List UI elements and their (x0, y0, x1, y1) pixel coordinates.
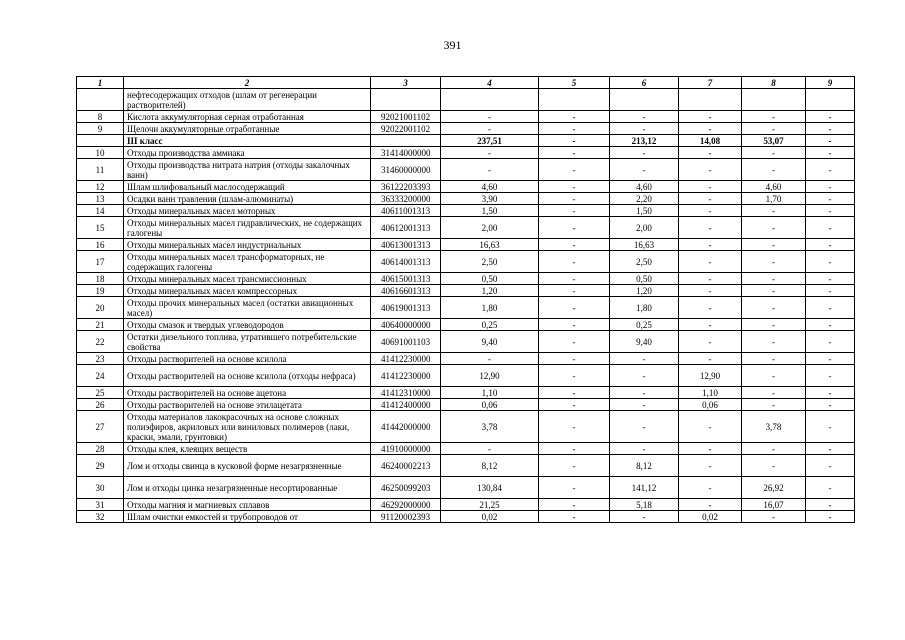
table-row (77, 411, 855, 443)
value-cell-col4: 16,63 (441, 239, 539, 251)
value-cell-col9: - (806, 331, 855, 353)
value-cell-col8: 1,70 (742, 193, 806, 205)
waste-name-cell: Отходы растворителей на основе ксилола (отходы нефраса) (124, 365, 371, 387)
row-number-cell (77, 135, 124, 147)
value-cell-col7: - (679, 443, 742, 455)
fkko-code-cell: 41412400000 (371, 399, 441, 411)
value-cell-col9: - (806, 205, 855, 217)
value-cell-col9: - (806, 411, 855, 443)
value-cell-col4: 130,84 (441, 477, 539, 499)
waste-name-cell: Отходы минеральных масел трансмиссионных (124, 273, 371, 285)
value-cell-col9: - (806, 135, 855, 147)
value-cell-col7: - (679, 319, 742, 331)
value-cell-col9: - (806, 387, 855, 399)
table-row (77, 273, 855, 285)
value-cell-col4: 1,20 (441, 285, 539, 297)
value-cell-col8: 16,07 (742, 499, 806, 511)
value-cell-col9: - (806, 297, 855, 319)
waste-name-cell: Отходы растворителей на основе ацетона (124, 387, 371, 399)
value-cell-col4: 21,25 (441, 499, 539, 511)
fkko-code-cell: 40614001313 (371, 251, 441, 273)
column-number: 8 (742, 77, 806, 89)
value-cell-col6: 8,12 (610, 455, 679, 477)
column-number: 5 (539, 77, 610, 89)
value-cell-col4: 3,78 (441, 411, 539, 443)
table-row (77, 455, 855, 477)
table-row (77, 331, 855, 353)
table-row (77, 123, 855, 135)
row-number-cell (77, 89, 124, 111)
value-cell-col7: - (679, 181, 742, 193)
value-cell-col7: - (679, 455, 742, 477)
column-number: 2 (124, 77, 371, 89)
value-cell-col5: - (539, 285, 610, 297)
value-cell-col5: - (539, 353, 610, 365)
value-cell-col5: - (539, 365, 610, 387)
value-cell-col8: - (742, 273, 806, 285)
row-number-cell: 20 (77, 297, 124, 319)
value-cell-col6: 0,25 (610, 319, 679, 331)
fkko-code-cell: 36333200000 (371, 193, 441, 205)
fkko-code-cell: 31414000000 (371, 147, 441, 159)
fkko-code-cell: 92022001102 (371, 123, 441, 135)
column-number-row (77, 77, 855, 89)
value-cell-col4: - (441, 353, 539, 365)
value-cell-col6: - (610, 365, 679, 387)
value-cell-col7: - (679, 111, 742, 123)
value-cell-col4: - (441, 147, 539, 159)
value-cell-col9: - (806, 285, 855, 297)
fkko-code-cell: 40611001313 (371, 205, 441, 217)
value-cell-col7: - (679, 273, 742, 285)
fkko-code-cell: 31460000000 (371, 159, 441, 181)
value-cell-col8: - (742, 123, 806, 135)
row-number-cell: 21 (77, 319, 124, 331)
value-cell-col6: - (610, 511, 679, 523)
table-row (77, 477, 855, 499)
value-cell-col6: 1,20 (610, 285, 679, 297)
value-cell-col8: - (742, 455, 806, 477)
value-cell-col7: 1,10 (679, 387, 742, 399)
value-cell-col4: - (441, 159, 539, 181)
waste-name-cell: Отходы производства нитрата натрия (отходы закалочных ванн) (124, 159, 371, 181)
value-cell-col6: - (610, 147, 679, 159)
column-number: 1 (77, 77, 124, 89)
fkko-code-cell: 40613001313 (371, 239, 441, 251)
value-cell-col8: - (742, 297, 806, 319)
fkko-code-cell (371, 89, 441, 111)
value-cell-col8: - (742, 251, 806, 273)
fkko-code-cell: 40612001313 (371, 217, 441, 239)
value-cell-col5: - (539, 273, 610, 285)
value-cell-col5: - (539, 159, 610, 181)
table-row (77, 443, 855, 455)
table-row (77, 285, 855, 297)
fkko-code-cell: 92021001102 (371, 111, 441, 123)
value-cell-col5: - (539, 319, 610, 331)
waste-name-cell: Кислота аккумуляторная серная отработанная (124, 111, 371, 123)
value-cell-col4: 2,50 (441, 251, 539, 273)
waste-name-cell: Отходы растворителей на основе ксилола (124, 353, 371, 365)
table-row (77, 89, 855, 111)
value-cell-col4: 2,00 (441, 217, 539, 239)
value-cell-col4 (441, 89, 539, 111)
value-cell-col7: 12,90 (679, 365, 742, 387)
table-row (77, 399, 855, 411)
value-cell-col4: 0,02 (441, 511, 539, 523)
waste-name-cell: Отходы растворителей на основе этилацетата (124, 399, 371, 411)
value-cell-col6: - (610, 123, 679, 135)
value-cell-col5: - (539, 147, 610, 159)
table-row (77, 239, 855, 251)
value-cell-col6: - (610, 159, 679, 181)
fkko-code-cell: 40691001103 (371, 331, 441, 353)
value-cell-col7: - (679, 205, 742, 217)
table-row (77, 319, 855, 331)
waste-name-cell: Осадки ванн травления (шлам-алюминаты) (124, 193, 371, 205)
row-number-cell: 19 (77, 285, 124, 297)
value-cell-col8: - (742, 111, 806, 123)
fkko-code-cell: 41442000000 (371, 411, 441, 443)
fkko-code-cell: 46292000000 (371, 499, 441, 511)
value-cell-col9: - (806, 239, 855, 251)
value-cell-col8: - (742, 387, 806, 399)
value-cell-col7: - (679, 193, 742, 205)
value-cell-col9: - (806, 455, 855, 477)
value-cell-col4: 9,40 (441, 331, 539, 353)
value-cell-col5: - (539, 239, 610, 251)
waste-name-cell: Отходы материалов лакокрасочных на основе сложных полиэфиров, акриловых или виниловых полимеров (лаки, краски, эмали, грунтовки) (124, 411, 371, 443)
value-cell-col5: - (539, 411, 610, 443)
row-number-cell: 24 (77, 365, 124, 387)
value-cell-col8: 53,07 (742, 135, 806, 147)
value-cell-col7: - (679, 159, 742, 181)
table-row (77, 111, 855, 123)
value-cell-col5: - (539, 123, 610, 135)
value-cell-col7 (679, 89, 742, 111)
row-number-cell: 13 (77, 193, 124, 205)
table-row (77, 205, 855, 217)
value-cell-col4: - (441, 443, 539, 455)
value-cell-col9: - (806, 365, 855, 387)
waste-name-cell: Отходы клея, клеящих веществ (124, 443, 371, 455)
value-cell-col8: - (742, 147, 806, 159)
fkko-code-cell: 91120002393 (371, 511, 441, 523)
value-cell-col9: - (806, 147, 855, 159)
value-cell-col6: - (610, 111, 679, 123)
value-cell-col6: - (610, 387, 679, 399)
row-number-cell: 27 (77, 411, 124, 443)
value-cell-col8: - (742, 331, 806, 353)
value-cell-col8: 4,60 (742, 181, 806, 193)
value-cell-col5: - (539, 217, 610, 239)
table-row (77, 217, 855, 239)
row-number-cell: 9 (77, 123, 124, 135)
value-cell-col6: 2,50 (610, 251, 679, 273)
value-cell-col6: - (610, 399, 679, 411)
value-cell-col8: 3,78 (742, 411, 806, 443)
waste-name-cell: III класс (124, 135, 371, 147)
waste-name-cell: Отходы производства аммиака (124, 147, 371, 159)
value-cell-col8: - (742, 205, 806, 217)
value-cell-col8: - (742, 443, 806, 455)
value-cell-col6: 213,12 (610, 135, 679, 147)
value-cell-col4: 4,60 (441, 181, 539, 193)
value-cell-col8: - (742, 353, 806, 365)
table-row (77, 365, 855, 387)
value-cell-col9: - (806, 111, 855, 123)
value-cell-col8 (742, 89, 806, 111)
waste-name-cell: Остатки дизельного топлива, утратившего потребительские свойства (124, 331, 371, 353)
value-cell-col5: - (539, 193, 610, 205)
value-cell-col8: - (742, 399, 806, 411)
table-row (77, 147, 855, 159)
table-row (77, 353, 855, 365)
value-cell-col4: 1,80 (441, 297, 539, 319)
table-row (77, 499, 855, 511)
value-cell-col4: 1,10 (441, 387, 539, 399)
waste-name-cell: Отходы магния и магниевых сплавов (124, 499, 371, 511)
value-cell-col5: - (539, 251, 610, 273)
column-number: 9 (806, 77, 855, 89)
row-number-cell: 23 (77, 353, 124, 365)
value-cell-col5: - (539, 443, 610, 455)
row-number-cell: 25 (77, 387, 124, 399)
value-cell-col4: 237,51 (441, 135, 539, 147)
value-cell-col9: - (806, 159, 855, 181)
value-cell-col4: 0,25 (441, 319, 539, 331)
table-row (77, 511, 855, 523)
row-number-cell: 14 (77, 205, 124, 217)
row-number-cell: 8 (77, 111, 124, 123)
row-number-cell: 22 (77, 331, 124, 353)
value-cell-col7: - (679, 411, 742, 443)
class-subtotal-row (77, 135, 855, 147)
value-cell-col5 (539, 89, 610, 111)
fkko-code-cell: 46250099203 (371, 477, 441, 499)
waste-name-cell: Отходы минеральных масел компрессорных (124, 285, 371, 297)
value-cell-col7: - (679, 123, 742, 135)
value-cell-col4: 8,12 (441, 455, 539, 477)
value-cell-col8: - (742, 217, 806, 239)
value-cell-col6: 0,50 (610, 273, 679, 285)
fkko-code-cell: 41412310000 (371, 387, 441, 399)
value-cell-col4: - (441, 111, 539, 123)
value-cell-col7: - (679, 477, 742, 499)
column-number: 4 (441, 77, 539, 89)
table-row (77, 159, 855, 181)
column-number: 7 (679, 77, 742, 89)
value-cell-col9: - (806, 181, 855, 193)
value-cell-col5: - (539, 181, 610, 193)
value-cell-col8: - (742, 511, 806, 523)
waste-name-cell: Отходы прочих минеральных масел (остатки авиационных масел) (124, 297, 371, 319)
value-cell-col4: 1,50 (441, 205, 539, 217)
value-cell-col9: - (806, 319, 855, 331)
fkko-code-cell: 40615001313 (371, 273, 441, 285)
value-cell-col9: - (806, 217, 855, 239)
value-cell-col7: - (679, 331, 742, 353)
value-cell-col5: - (539, 331, 610, 353)
value-cell-col5: - (539, 477, 610, 499)
value-cell-col9: - (806, 443, 855, 455)
value-cell-col9: - (806, 511, 855, 523)
value-cell-col4: 12,90 (441, 365, 539, 387)
value-cell-col9: - (806, 193, 855, 205)
value-cell-col9: - (806, 353, 855, 365)
row-number-cell: 18 (77, 273, 124, 285)
value-cell-col7: - (679, 217, 742, 239)
value-cell-col5: - (539, 499, 610, 511)
value-cell-col5: - (539, 297, 610, 319)
value-cell-col4: - (441, 123, 539, 135)
value-cell-col9: - (806, 477, 855, 499)
fkko-code-cell: 41910000000 (371, 443, 441, 455)
value-cell-col9: - (806, 399, 855, 411)
value-cell-col8: - (742, 159, 806, 181)
value-cell-col9: - (806, 123, 855, 135)
value-cell-col6: 1,50 (610, 205, 679, 217)
waste-name-cell: Щелочи аккумуляторные отработанные (124, 123, 371, 135)
value-cell-col4: 0,06 (441, 399, 539, 411)
waste-name-cell: Отходы минеральных масел трансформаторных, не содержащих галогены (124, 251, 371, 273)
row-number-cell: 16 (77, 239, 124, 251)
row-number-cell: 29 (77, 455, 124, 477)
value-cell-col6: 5,18 (610, 499, 679, 511)
value-cell-col6: 2,00 (610, 217, 679, 239)
value-cell-col9 (806, 89, 855, 111)
value-cell-col8: 26,92 (742, 477, 806, 499)
value-cell-col5: - (539, 455, 610, 477)
fkko-code-cell: 41412230000 (371, 353, 441, 365)
waste-name-cell: Отходы смазок и твердых углеводородов (124, 319, 371, 331)
table-row (77, 297, 855, 319)
value-cell-col7: 14,08 (679, 135, 742, 147)
value-cell-col6: 2,20 (610, 193, 679, 205)
column-number: 6 (610, 77, 679, 89)
row-number-cell: 11 (77, 159, 124, 181)
value-cell-col6: - (610, 443, 679, 455)
row-number-cell: 17 (77, 251, 124, 273)
waste-name-cell: нефтесодержащих отходов (шлам от регенерации растворителей) (124, 89, 371, 111)
row-number-cell: 30 (77, 477, 124, 499)
row-number-cell: 28 (77, 443, 124, 455)
fkko-code-cell: 41412230000 (371, 365, 441, 387)
value-cell-col6: 1,80 (610, 297, 679, 319)
waste-name-cell: Отходы минеральных масел индустриальных (124, 239, 371, 251)
value-cell-col5: - (539, 511, 610, 523)
value-cell-col8: - (742, 285, 806, 297)
fkko-code-cell: 46240002213 (371, 455, 441, 477)
table-row (77, 387, 855, 399)
value-cell-col9: - (806, 499, 855, 511)
value-cell-col6: - (610, 411, 679, 443)
value-cell-col9: - (806, 251, 855, 273)
waste-table (76, 76, 855, 523)
value-cell-col5: - (539, 205, 610, 217)
waste-name-cell: Отходы минеральных масел моторных (124, 205, 371, 217)
value-cell-col7: - (679, 499, 742, 511)
table-row (77, 181, 855, 193)
row-number-cell: 10 (77, 147, 124, 159)
value-cell-col5: - (539, 399, 610, 411)
row-number-cell: 12 (77, 181, 124, 193)
waste-name-cell: Отходы минеральных масел гидравлических, не содержащих галогены (124, 217, 371, 239)
waste-name-cell: Лом и отходы цинка незагрязненные несортированные (124, 477, 371, 499)
value-cell-col8: - (742, 365, 806, 387)
row-number-cell: 26 (77, 399, 124, 411)
value-cell-col5: - (539, 111, 610, 123)
value-cell-col7: 0,06 (679, 399, 742, 411)
value-cell-col5: - (539, 387, 610, 399)
fkko-code-cell (371, 135, 441, 147)
column-number: 3 (371, 77, 441, 89)
value-cell-col7: 0,02 (679, 511, 742, 523)
value-cell-col6 (610, 89, 679, 111)
value-cell-col7: - (679, 297, 742, 319)
value-cell-col7: - (679, 285, 742, 297)
table-row (77, 193, 855, 205)
value-cell-col7: - (679, 353, 742, 365)
waste-name-cell: Шлам очистки емкостей и трубопроводов от (124, 511, 371, 523)
value-cell-col9: - (806, 273, 855, 285)
value-cell-col7: - (679, 239, 742, 251)
fkko-code-cell: 40619001313 (371, 297, 441, 319)
value-cell-col4: 0,50 (441, 273, 539, 285)
value-cell-col5: - (539, 135, 610, 147)
waste-name-cell: Лом и отходы свинца в кусковой форме незагрязненные (124, 455, 371, 477)
waste-name-cell: Шлам шлифовальный маслосодержащий (124, 181, 371, 193)
value-cell-col6: 141,12 (610, 477, 679, 499)
value-cell-col6: 9,40 (610, 331, 679, 353)
row-number-cell: 15 (77, 217, 124, 239)
row-number-cell: 32 (77, 511, 124, 523)
page-number: 391 (443, 38, 462, 52)
fkko-code-cell: 40616601313 (371, 285, 441, 297)
fkko-code-cell: 36122203393 (371, 181, 441, 193)
row-number-cell: 31 (77, 499, 124, 511)
value-cell-col6: 4,60 (610, 181, 679, 193)
value-cell-col4: 3,90 (441, 193, 539, 205)
value-cell-col7: - (679, 251, 742, 273)
value-cell-col6: 16,63 (610, 239, 679, 251)
value-cell-col6: - (610, 353, 679, 365)
value-cell-col8: - (742, 319, 806, 331)
value-cell-col7: - (679, 147, 742, 159)
value-cell-col8: - (742, 239, 806, 251)
table-row (77, 251, 855, 273)
fkko-code-cell: 40640000000 (371, 319, 441, 331)
